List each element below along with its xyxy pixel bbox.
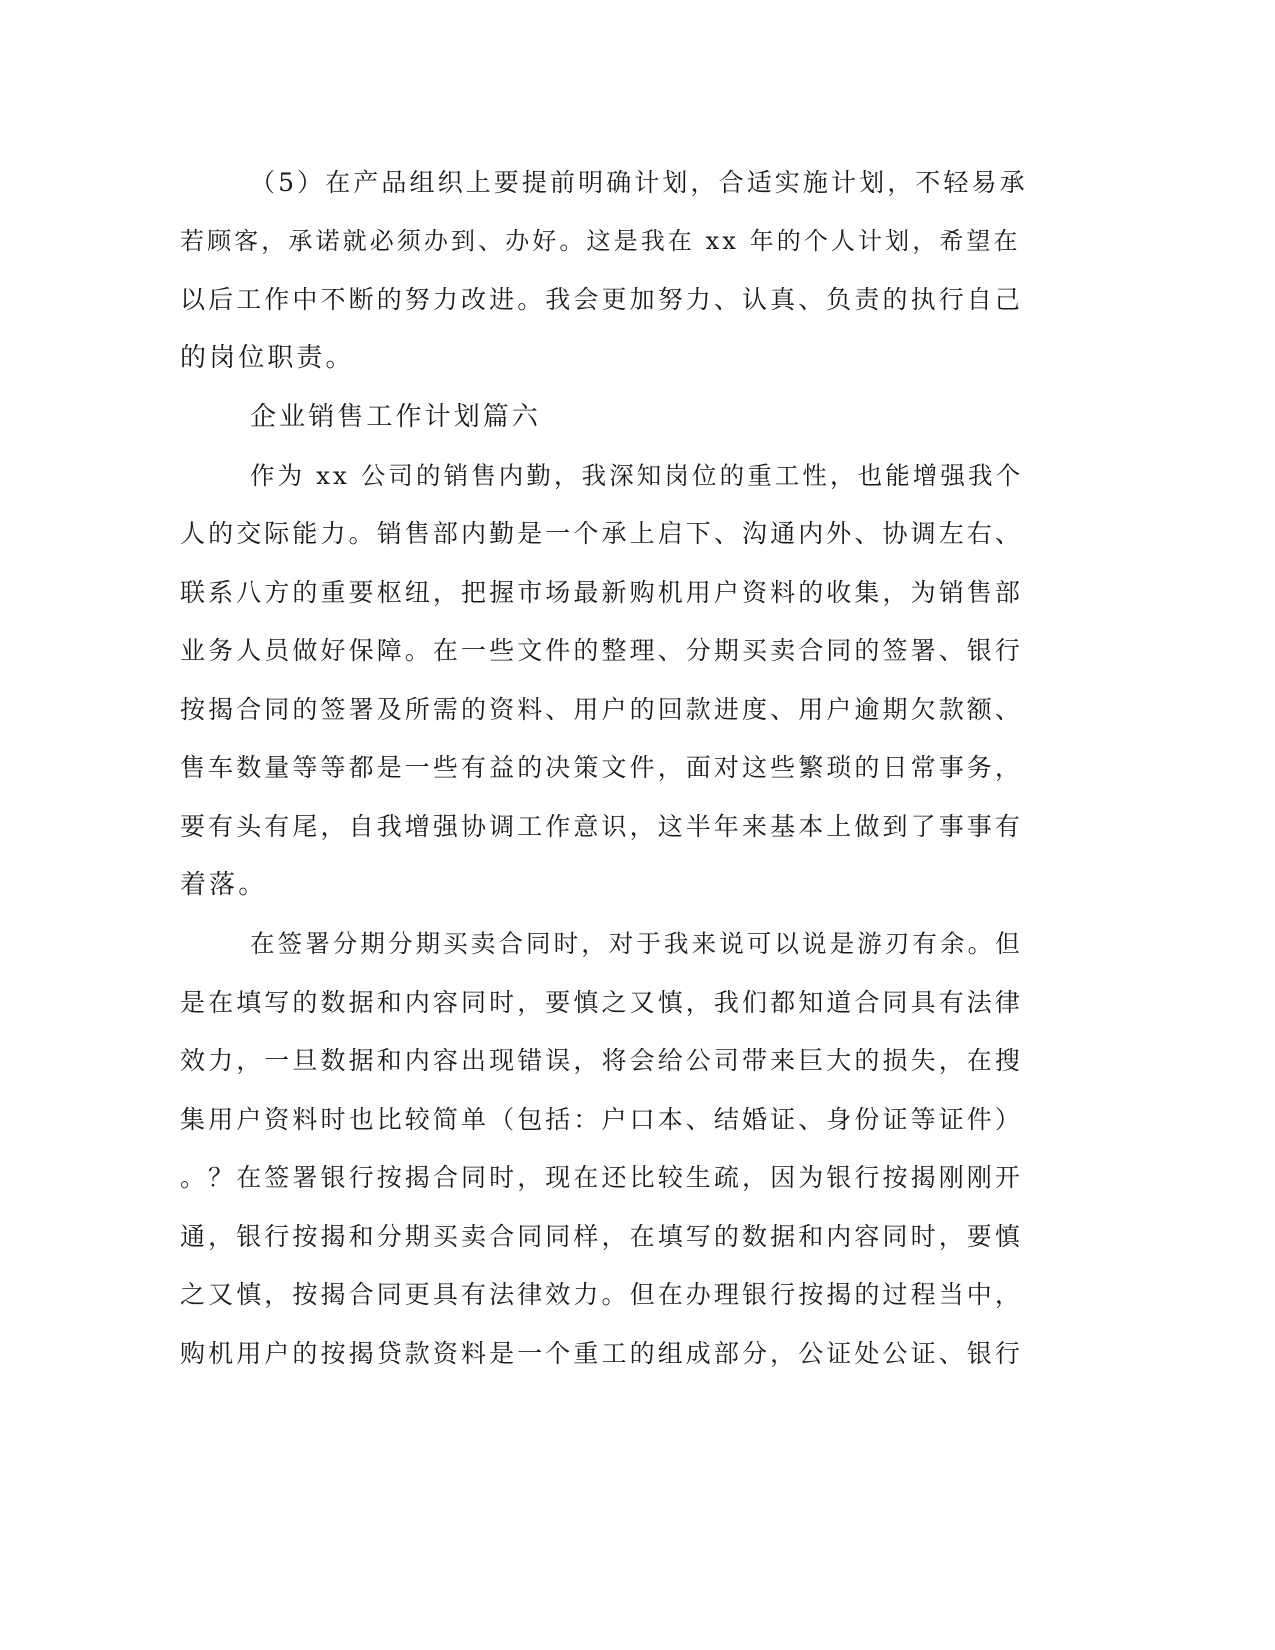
paragraph-line: 的岗位职责。: [180, 343, 355, 373]
paragraph-line: 人的交际能力。销售部内勤是一个承上启下、沟通内外、协调左右、: [180, 519, 1024, 548]
paragraph-line: 集用户资料时也比较简单（包括：户口本、结婚证、身份证等证件）: [180, 1105, 1024, 1134]
paragraph-line: 业务人员做好保障。在一些文件的整理、分期买卖合同的签署、银行: [180, 636, 1024, 665]
paragraph-line: （5）在产品组织上要提前明确计划，合适实施计划，不轻易承: [250, 168, 1028, 197]
paragraph-line: 着落。: [180, 870, 268, 900]
paragraph-line: 以后工作中不断的努力改进。我会更加努力、认真、负责的执行自己: [180, 285, 1024, 314]
paragraph-line: 在签署分期分期买卖合同时，对于我来说可以说是游刃有余。但: [250, 929, 1023, 958]
paragraph-line: 若顾客，承诺就必须办到、办好。这是我在 xx 年的个人计划，希望在: [180, 227, 1021, 255]
paragraph-line: 联系八方的重要枢纽，把握市场最新购机用户资料的收集，为销售部: [180, 578, 1024, 607]
paragraph-line: 之又慎，按揭合同更具有法律效力。但在办理银行按揭的过程当中，: [180, 1280, 1024, 1309]
paragraph-line: 要有头有尾，自我增强协调工作意识，这半年来基本上做到了事事有: [180, 812, 1024, 841]
paragraph-line: 按揭合同的签署及所需的资料、用户的回款进度、用户逾期欠款额、: [180, 695, 1024, 724]
paragraph-line: 效力，一旦数据和内容出现错误，将会给公司带来巨大的损失，在搜: [180, 1046, 1024, 1075]
paragraph-line: 作为 xx 公司的销售内勤，我深知岗位的重工性，也能增强我个: [250, 461, 1024, 490]
paragraph-line: 是在填写的数据和内容同时，要慎之又慎，我们都知道合同具有法律: [180, 988, 1024, 1017]
paragraph-line: 。？在签署银行按揭合同时，现在还比较生疏，因为银行按揭刚刚开: [180, 1163, 1024, 1192]
paragraph-line: 通，银行按揭和分期买卖合同同样，在填写的数据和内容同时，要慎: [180, 1222, 1024, 1251]
section-heading: 企业销售工作计划篇六: [250, 402, 542, 432]
paragraph-line: 购机用户的按揭贷款资料是一个重工的组成部分，公证处公证、银行: [180, 1339, 1024, 1368]
paragraph-line: 售车数量等等都是一些有益的决策文件，面对这些繁琐的日常事务，: [180, 753, 1024, 782]
